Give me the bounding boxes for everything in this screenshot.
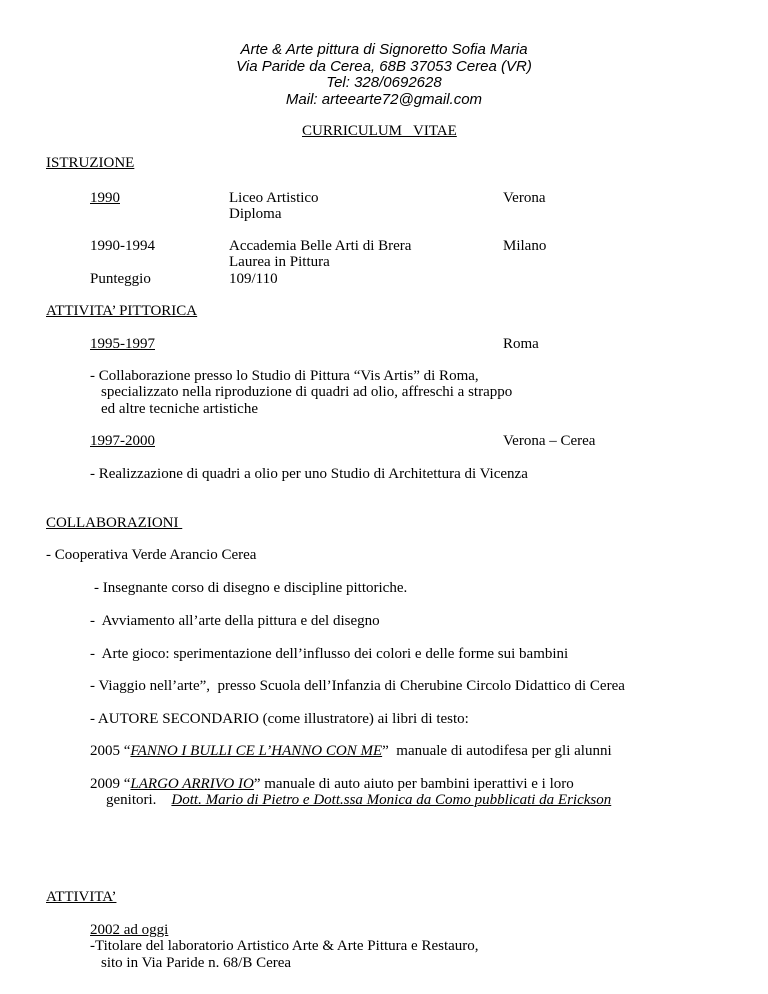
header-phone: Tel: 328/0692628: [326, 74, 442, 91]
section-heading-attivita-pittorica: ATTIVITA’ PITTORICA: [46, 303, 198, 319]
istruzione-year-1: 1990: [90, 190, 120, 206]
pittorica-desc-2: - Realizzazione di quadri a olio per uno Studio di Architettura di Vicenza: [90, 466, 528, 482]
book-2009-year: 2009 “: [90, 776, 131, 792]
book-line-2009-cont: [106, 792, 611, 809]
book-2005-desc: ” manuale di autodifesa per gli alunni: [382, 743, 612, 759]
section-heading-istruzione: ISTRUZIONE: [46, 155, 135, 171]
collaborazioni-coop: - Cooperativa Verde Arancio Cerea: [46, 547, 257, 563]
pittorica-years-2: 1997-2000: [90, 433, 155, 449]
istruzione-degree-1: Diploma: [229, 206, 282, 222]
section-heading-attivita: ATTIVITA’: [46, 889, 117, 905]
page-title: CURRICULUM VITAE: [302, 123, 457, 139]
attivita-years: 2002 ad oggi: [90, 922, 169, 938]
attivita-line-2: sito in Via Paride n. 68/B Cerea: [101, 955, 292, 971]
header-email: Mail: arteearte72@gmail.com: [285, 91, 483, 108]
collaborazioni-item-5: - AUTORE SECONDARIO (come illustratore) ai libri di testo:: [90, 711, 469, 727]
book-line-2005: [90, 743, 612, 760]
collaborazioni-item-3: - Arte gioco: sperimentazione dell’influsso dei colori e delle forme sui bambini: [90, 646, 569, 662]
pittorica-years-1: 1995-1997: [90, 336, 155, 352]
istruzione-score-label: Punteggio: [90, 271, 151, 287]
book-2005-year: 2005 “: [90, 743, 131, 759]
istruzione-score: 109/110: [229, 271, 278, 287]
book-line-2009: [90, 776, 574, 793]
book-2009-desc: ” manuale di auto aiuto per bambini iperattivi e i loro: [253, 776, 574, 792]
istruzione-school-2: Accademia Belle Arti di Brera: [229, 238, 412, 254]
book-2009-authors: Dott. Mario di Pietro e Dott.ssa Monica da Como pubblicati da Erickson: [171, 792, 612, 808]
book-2005-title: FANNO I BULLI CE L’HANNO CON ME: [130, 743, 383, 759]
pittorica-desc-1-line1: - Collaborazione presso lo Studio di Pittura “Vis Artis” di Roma,: [90, 368, 479, 384]
istruzione-degree-2: Laurea in Pittura: [229, 254, 330, 270]
attivita-line-1: -Titolare del laboratorio Artistico Arte & Arte Pittura e Restauro,: [90, 938, 479, 954]
header-business-name: Arte & Arte pittura di Signoretto Sofia Maria: [240, 41, 528, 58]
istruzione-place-1: Verona: [503, 190, 546, 206]
header-address: Via Paride da Cerea, 68B 37053 Cerea (VR): [236, 58, 532, 75]
istruzione-place-2: Milano: [503, 238, 547, 254]
istruzione-school-1: Liceo Artistico: [229, 190, 319, 206]
istruzione-year-2: 1990-1994: [90, 238, 155, 254]
pittorica-desc-1-line2: specializzato nella riproduzione di quadri ad olio, affreschi a strappo: [101, 384, 513, 400]
collaborazioni-item-2: - Avviamento all’arte della pittura e del disegno: [90, 613, 380, 629]
collaborazioni-item-1: - Insegnante corso di disegno e discipline pittoriche.: [94, 580, 408, 596]
pittorica-place-1: Roma: [503, 336, 539, 352]
book-2009-title: LARGO ARRIVO IO: [130, 776, 254, 792]
collaborazioni-item-4: - Viaggio nell’arte”, presso Scuola dell’Infanzia di Cherubine Circolo Didattico di Cerea: [90, 678, 625, 694]
book-2009-genitori: genitori.: [106, 792, 172, 808]
section-heading-collaborazioni: COLLABORAZIONI: [46, 515, 183, 531]
pittorica-desc-1-line3: ed altre tecniche artistiche: [101, 401, 258, 417]
pittorica-place-2: Verona – Cerea: [503, 433, 596, 449]
